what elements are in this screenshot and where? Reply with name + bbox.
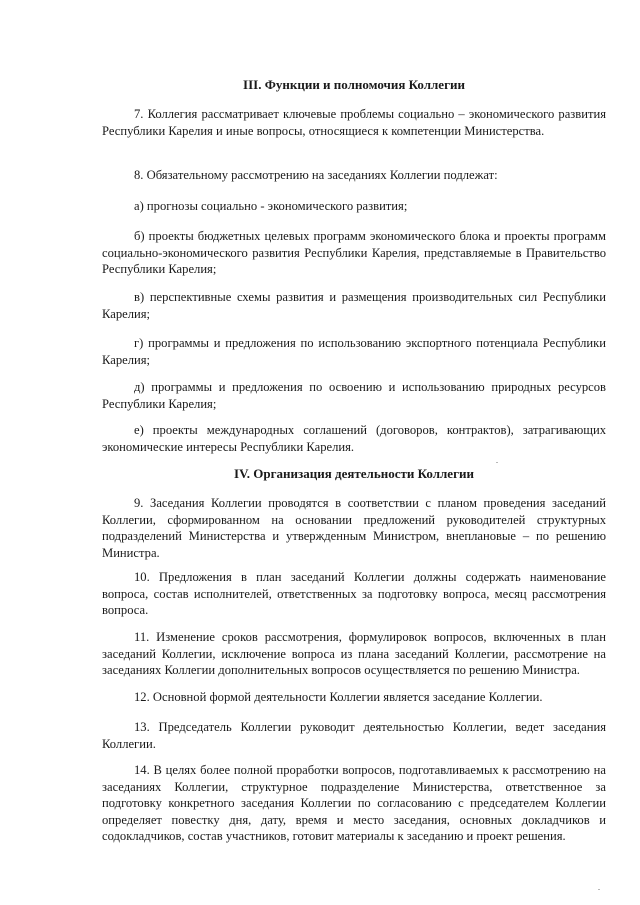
section-3-heading: III. Функции и полномочия Коллегии [243,77,465,92]
scan-speck: . [496,456,498,465]
list-item-g: г) программы и предложения по использованию экспортного потенциала Республики Карелия; [102,336,606,367]
paragraph-9: 9. Заседания Коллегии проводятся в соответствии с планом проведения заседаний Коллегии, сформированном на основании предложений руководителей структурных подразделений Министерства и утвержденным Министром, внеплановые – по решению Министра. [102,496,606,560]
section-4-heading: IV. Организация деятельности Коллегии [234,466,474,481]
list-item-b: б) проекты бюджетных целевых программ экономического блока и проекты программ социально-экономического развития Республики Карелия, представляемые в Правительство Республики Карелия; [102,229,606,276]
list-item-v: в) перспективные схемы развития и размещения производительных сил Республики Карелия; [102,290,606,321]
paragraph-12: 12. Основной формой деятельности Коллегии является заседание Коллегии. [134,690,543,704]
list-item-e: е) проекты международных соглашений (договоров, контрактов), затрагивающих экономические интересы Республики Карелия. [102,423,606,454]
list-item-d: д) программы и предложения по освоению и использованию природных ресурсов Республики Карелия; [102,380,606,411]
scan-speck: . [598,883,600,892]
paragraph-7: 7. Коллегия рассматривает ключевые проблемы социально – экономического развития Республики Карелия и иные вопросы, относящиеся к компетенции Министерства. [102,107,606,138]
paragraph-13: 13. Председатель Коллегии руководит деятельностью Коллегии, ведет заседания Коллегии. [102,720,606,751]
paragraph-14: 14. В целях более полной проработки вопросов, подготавливаемых к рассмотрению на заседаниях Коллегии, структурное подразделение Министерства, ответственное за подготовку конкретного заседания Коллегии по согласованию с председателем Коллегии определяет повестку дня, дату, время и место заседания, основных докладчиков и содокладчиков, состав участников, готовит материалы к заседанию и проект решения. [102,763,606,843]
paragraph-11: 11. Изменение сроков рассмотрения, формулировок вопросов, включенных в план заседаний Коллегии, исключение вопроса из плана заседаний Коллегии, рассмотрение на заседаниях Коллегии дополнительных вопросов осуществляется по решению Министра. [102,630,606,677]
paragraph-10: 10. Предложения в план заседаний Коллегии должны содержать наименование вопроса, состав исполнителей, ответственных за подготовку вопроса, месяц рассмотрения вопроса. [102,570,606,617]
list-item-a: а) прогнозы социально - экономического развития; [134,199,408,213]
paragraph-8: 8. Обязательному рассмотрению на заседаниях Коллегии подлежат: [134,168,498,182]
